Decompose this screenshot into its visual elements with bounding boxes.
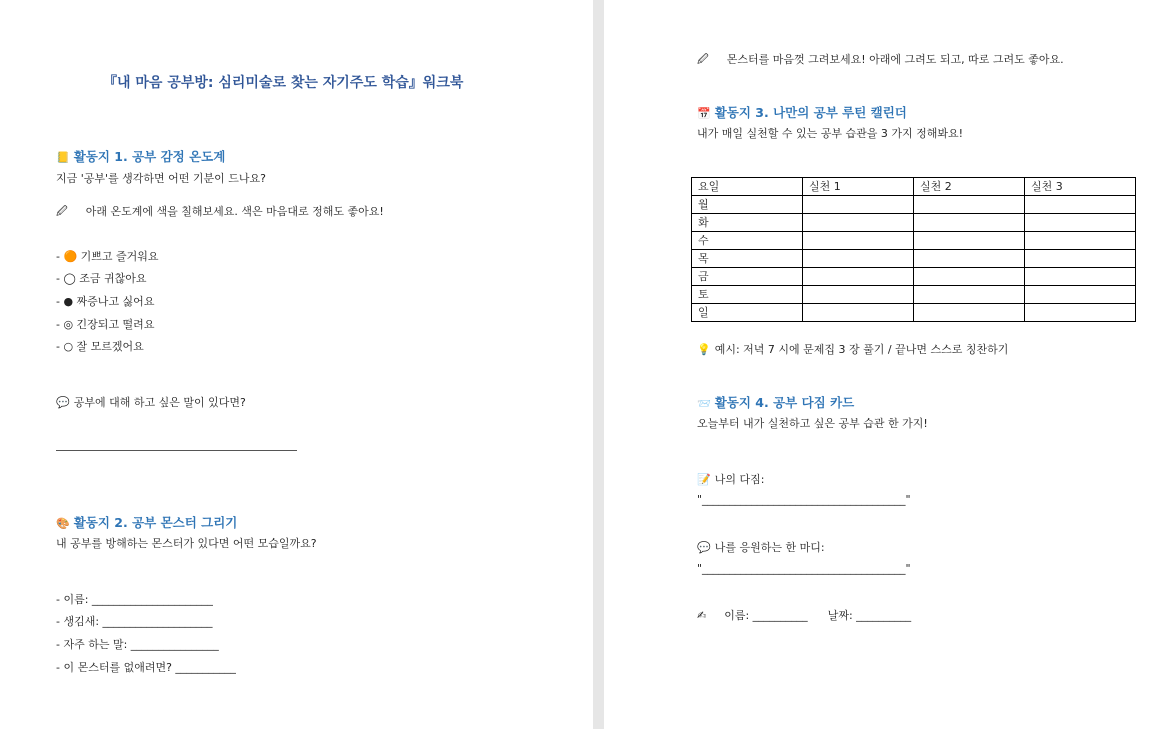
activity3-heading: 📅 활동지 3. 나만의 공부 루틴 캘린더: [697, 105, 907, 120]
speech-bubble-icon: 💬: [697, 541, 711, 554]
day-cell: 화: [692, 214, 803, 232]
practice-cell[interactable]: [1025, 304, 1136, 322]
day-cell: 수: [692, 232, 803, 250]
notebook-icon: 📒: [56, 151, 70, 164]
monster-field[interactable]: - 이 몬스터를 없애려면? ___________: [56, 661, 236, 674]
emotion-option: - 🟠 기쁘고 즐거워요: [56, 250, 159, 263]
column-header: 실천 3: [1025, 178, 1136, 196]
emotion-option: - ◯ 조금 귀찮아요: [56, 272, 147, 285]
table-row: [692, 268, 1136, 286]
practice-cell[interactable]: [1025, 214, 1136, 232]
activity1-question: 지금 '공부'를 생각하면 어떤 기분이 드나요?: [56, 172, 267, 185]
practice-cell[interactable]: [1025, 286, 1136, 304]
practice-cell[interactable]: [803, 214, 914, 232]
day-cell: 토: [692, 286, 803, 304]
talk-prompt: 💬 공부에 대해 하고 싶은 말이 있다면?: [56, 396, 246, 409]
pencil-icon: 🖉: [56, 205, 68, 218]
pencil-icon: 🖉: [697, 53, 709, 66]
column-header: 요일: [692, 178, 803, 196]
practice-cell[interactable]: [914, 196, 1025, 214]
table-row: [692, 232, 1136, 250]
practice-cell[interactable]: [914, 232, 1025, 250]
practice-cell[interactable]: [1025, 268, 1136, 286]
practice-cell[interactable]: [914, 214, 1025, 232]
routine-example: 💡 예시: 저녁 7 시에 문제집 3 장 풀기 / 끝나면 스스로 칭찬하기: [697, 343, 1009, 356]
palette-icon: 🎨: [56, 517, 70, 530]
day-cell: 금: [692, 268, 803, 286]
practice-cell[interactable]: [914, 304, 1025, 322]
activity4-question: 오늘부터 내가 실천하고 싶은 공부 습관 한 가지!: [697, 417, 928, 430]
routine-calendar-table: [691, 177, 1136, 322]
activity4-heading: 📨 활동지 4. 공부 다짐 카드: [697, 395, 855, 410]
date-field[interactable]: 날짜: __________: [827, 609, 912, 622]
name-field[interactable]: 이름: __________: [724, 609, 808, 622]
emotion-option: - ● 짜증나고 싫어요: [56, 295, 155, 308]
activity1-heading: 📒 활동지 1. 공부 감정 온도계: [56, 149, 226, 164]
column-header: 실천 2: [914, 178, 1025, 196]
activity3-question: 내가 매일 실천할 수 있는 공부 습관을 3 가지 정해봐요!: [697, 127, 964, 140]
table-row: [692, 214, 1136, 232]
day-cell: 목: [692, 250, 803, 268]
signature-row: [697, 607, 911, 623]
practice-cell[interactable]: [914, 268, 1025, 286]
table-row: [692, 304, 1136, 322]
practice-cell[interactable]: [803, 268, 914, 286]
table-header-row: [692, 178, 1136, 196]
cheer-line[interactable]: "_____________________________________": [697, 562, 911, 575]
pledge-line[interactable]: "_____________________________________": [697, 493, 911, 506]
practice-cell[interactable]: [1025, 196, 1136, 214]
page-title: 『내 마음 공부방: 심리미술로 찾는 자기주도 학습』워크북: [103, 75, 464, 91]
answer-line[interactable]: [56, 450, 297, 451]
table-row: [692, 250, 1136, 268]
lightbulb-icon: 💡: [697, 343, 711, 356]
practice-cell[interactable]: [914, 286, 1025, 304]
day-cell: 월: [692, 196, 803, 214]
practice-cell[interactable]: [803, 286, 914, 304]
monster-field[interactable]: - 이름: ______________________: [56, 593, 213, 606]
practice-cell[interactable]: [803, 250, 914, 268]
envelope-icon: 📨: [697, 397, 711, 410]
table-row: [692, 286, 1136, 304]
memo-icon: 📝: [697, 473, 711, 486]
monster-field[interactable]: - 생김새: ____________________: [56, 615, 213, 628]
practice-cell[interactable]: [803, 232, 914, 250]
practice-cell[interactable]: [914, 250, 1025, 268]
emotion-option: - ◎ 긴장되고 떨려요: [56, 318, 155, 331]
right-page: [604, 0, 1161, 729]
emotion-option: - ○ 잘 모르겠어요: [56, 340, 144, 353]
practice-cell[interactable]: [803, 304, 914, 322]
practice-cell[interactable]: [1025, 250, 1136, 268]
monster-field[interactable]: - 자주 하는 말: ________________: [56, 638, 219, 651]
pledge-label: 📝 나의 다짐:: [697, 473, 765, 486]
column-header: 실천 1: [803, 178, 914, 196]
calendar-icon: 📅: [697, 107, 711, 120]
practice-cell[interactable]: [803, 196, 914, 214]
activity1-instruction: 🖉 아래 온도계에 색을 칠해보세요. 색은 마음대로 정해도 좋아요!: [56, 205, 384, 218]
day-cell: 일: [692, 304, 803, 322]
activity2-heading: 🎨 활동지 2. 공부 몬스터 그리기: [56, 515, 238, 530]
draw-instruction: 🖉 몬스터를 마음껏 그려보세요! 아래에 그려도 되고, 따로 그려도 좋아요.: [697, 53, 1064, 66]
table-row: [692, 196, 1136, 214]
practice-cell[interactable]: [1025, 232, 1136, 250]
speech-bubble-icon: 💬: [56, 396, 70, 409]
cheer-label: 💬 나를 응원하는 한 마디:: [697, 541, 825, 554]
writing-hand-icon: ✍: [697, 609, 707, 622]
activity2-question: 내 공부를 방해하는 몬스터가 있다면 어떤 모습일까요?: [56, 537, 317, 550]
